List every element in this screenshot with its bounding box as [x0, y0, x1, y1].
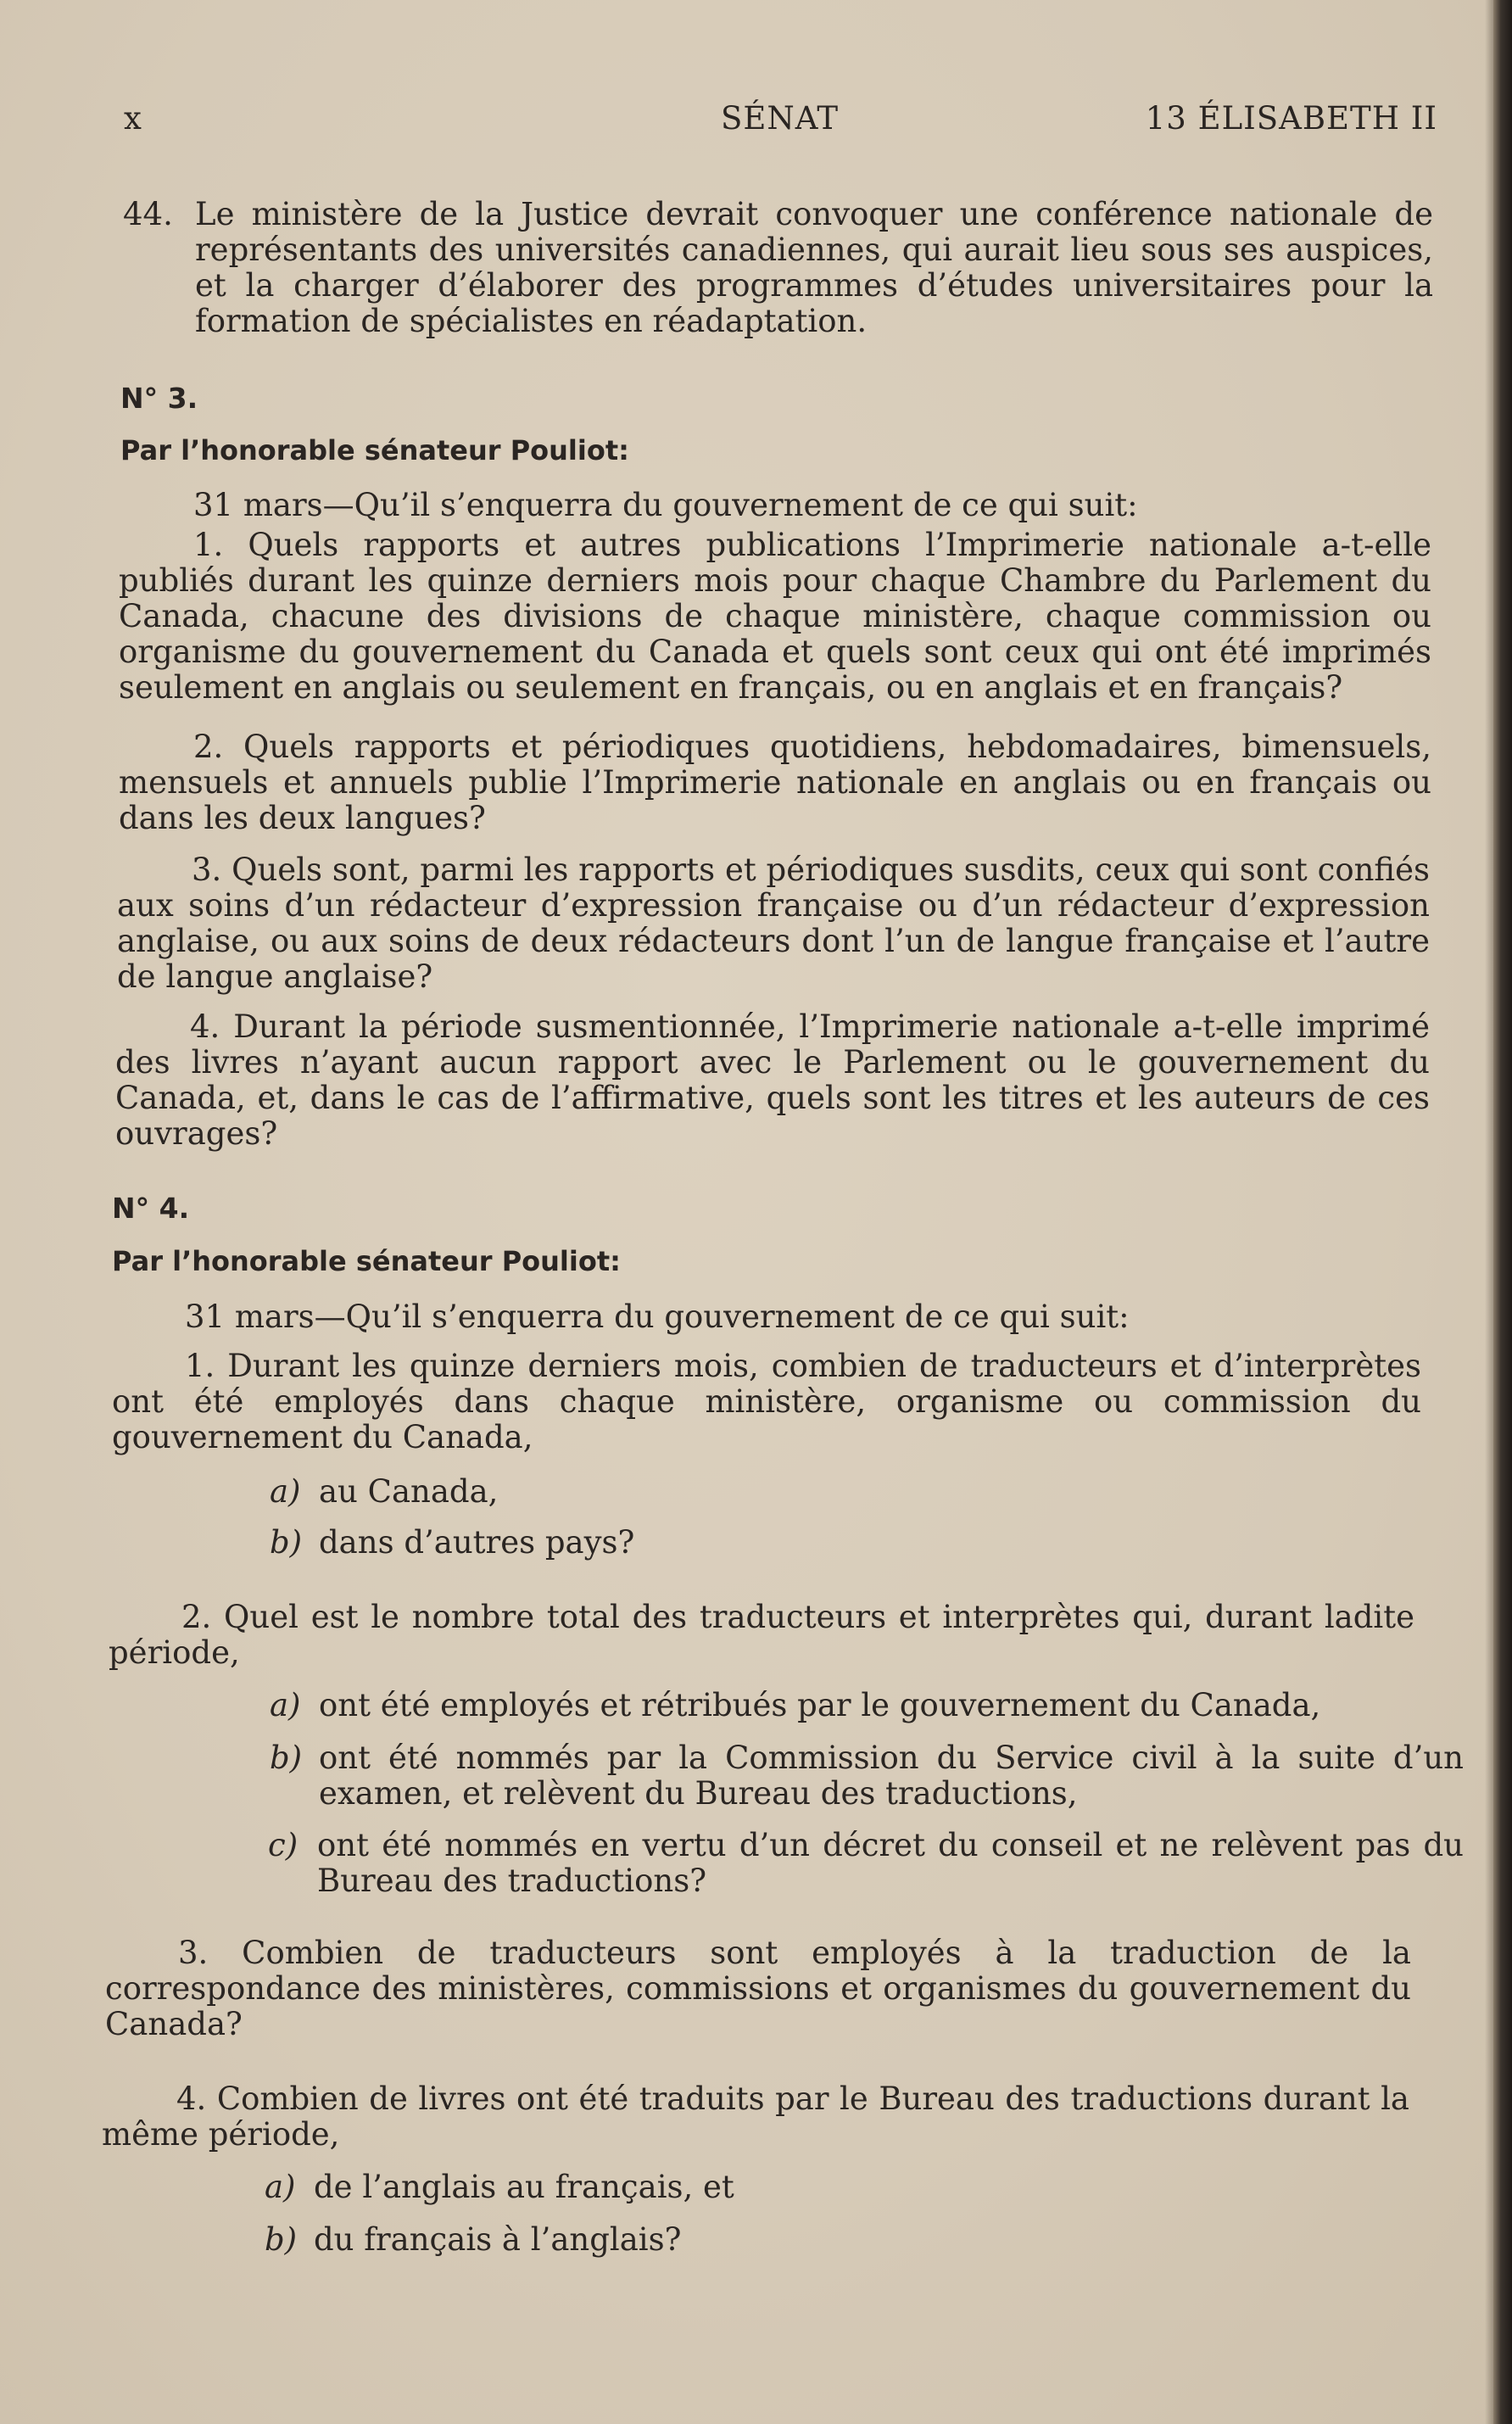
no4-item-4b-label: b) [265, 2221, 298, 2258]
no4-item-2 [109, 1600, 1414, 1671]
no4-item-1b-label: b) [270, 1524, 303, 1561]
no4-item-1b [270, 1525, 634, 1561]
section-author-no4: Par l’honorable sénateur Pouliot: [112, 1245, 621, 1277]
no4-item-1a [270, 1474, 498, 1510]
no4-item-2c-text: ont été nommés en vertu d’un décret du conseil et ne relèvent pas du Bureau des traductions? [317, 1827, 1464, 1899]
no4-item-4a-label: a) [265, 2169, 296, 2205]
no4-item-2-text: 2. Quel est le nombre total des traducteurs et interprètes qui, durant ladite période, [109, 1599, 1414, 1671]
question-44 [123, 197, 1433, 339]
header-reign: 13 ÉLISABETH II [1145, 100, 1437, 137]
no4-item-2a [270, 1688, 1464, 1723]
no3-item-2-text: 2. Quels rapports et périodiques quotidiens, hebdomadaires, bimensuels, mensuels et annuels publie l’Imprimerie nationale en anglais ou en français ou dans les deux langues? [119, 729, 1431, 836]
running-header [119, 100, 1437, 151]
no4-item-4b [265, 2222, 681, 2258]
section-heading-no3: N° 3. [120, 382, 198, 415]
question-44-number: 44. [123, 196, 173, 232]
no4-item-1-text: 1. Durant les quinze derniers mois, combien de traducteurs et d’interprètes ont été employés dans chaque ministère, organisme ou commission du gouvernement du Canada, [112, 1348, 1421, 1455]
no4-item-2a-label: a) [270, 1687, 301, 1723]
no4-item-1a-text: au Canada, [319, 1473, 499, 1510]
no4-item-2b-label: b) [270, 1740, 303, 1776]
no3-item-3-text: 3. Quels sont, parmi les rapports et périodiques susdits, ceux qui sont confiés aux soins d’un rédacteur d’expression française ou d’un rédacteur d’expression anglaise, ou aux soins de deux rédacteurs dont l’un de langue française et l’autre de langue anglaise? [117, 852, 1430, 995]
no4-item-2c-label: c) [268, 1827, 298, 1863]
no3-item-3 [117, 852, 1430, 995]
no4-item-4-text: 4. Combien de livres ont été traduits par le Bureau des traductions durant la même période, [102, 2081, 1409, 2153]
page-number: x [124, 100, 142, 137]
no4-item-4b-text: du français à l’anglais? [314, 2221, 682, 2258]
no4-item-2a-text: ont été employés et rétribués par le gouvernement du Canada, [319, 1687, 1321, 1723]
no4-item-3 [105, 1935, 1411, 2042]
header-title: SÉNAT [721, 100, 840, 137]
no3-item-2 [119, 729, 1431, 836]
page-binding-edge [1493, 0, 1512, 2424]
no4-item-4a [265, 2170, 734, 2205]
no4-item-2c [268, 1828, 1464, 1899]
question-44-text: Le ministère de la Justice devrait convoquer une conférence nationale de représentants des universités canadiennes, qui aurait lieu sous ses auspices, et la charger d’élaborer des programmes d’études universitaires pour la formation de spécialistes en réadaptation. [195, 196, 1433, 339]
no4-intro: 31 mars—Qu’il s’enquerra du gouvernement de ce qui suit: [185, 1299, 1130, 1335]
section-heading-no4: N° 4. [112, 1192, 190, 1225]
section-author-no3: Par l’honorable sénateur Pouliot: [120, 434, 629, 466]
no3-item-1-text: 1. Quels rapports et autres publications l’Imprimerie nationale a-t-elle publiés durant les quinze derniers mois pour chaque Chambre du Parlement du Canada, chacune des divisions de chaque ministère, chaque commission ou organisme du gouvernement du Canada et quels sont ceux qui ont été imprimés seulement en anglais ou seulement en français, ou en anglais et en français? [119, 527, 1431, 706]
no3-item-4-text: 4. Durant la période susmentionnée, l’Imprimerie nationale a-t-elle imprimé des livres n’ayant aucun rapport avec le Parlement ou le gouvernement du Canada, et, dans le cas de l’affirmative, quels sont les titres et les auteurs de ces ouvrages? [115, 1008, 1430, 1152]
no3-item-4 [115, 1009, 1430, 1152]
no4-item-3-text: 3. Combien de traducteurs sont employés à la traduction de la correspondance des ministères, commissions et organismes du gouvernement du Canada? [105, 1935, 1411, 2042]
no4-item-1b-text: dans d’autres pays? [319, 1524, 635, 1561]
no4-item-4 [102, 2081, 1409, 2153]
no4-item-2b [270, 1740, 1464, 1812]
no3-item-1 [119, 528, 1431, 706]
no3-intro: 31 mars—Qu’il s’enquerra du gouvernement de ce qui suit: [193, 487, 1138, 523]
no4-item-2b-text: ont été nommés par la Commission du Service civil à la suite d’un examen, et relèvent du Bureau des traductions, [319, 1740, 1464, 1812]
no4-item-4a-text: de l’anglais au français, et [314, 2169, 734, 2205]
no4-item-1 [112, 1349, 1421, 1455]
no4-item-1a-label: a) [270, 1473, 301, 1510]
